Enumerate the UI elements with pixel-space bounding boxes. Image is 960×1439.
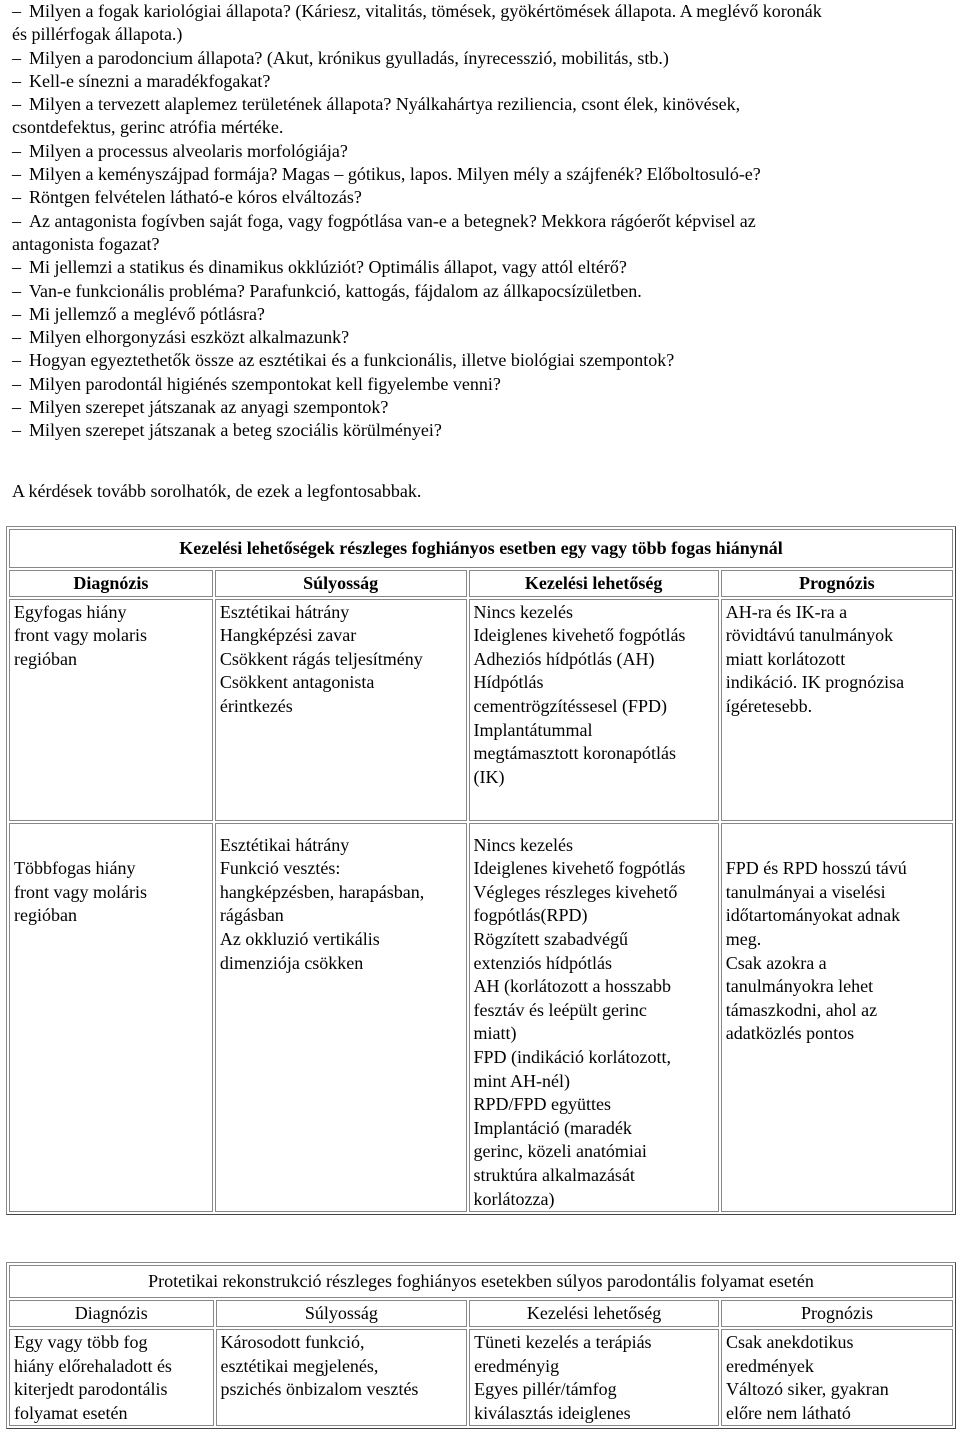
question-item <box>12 256 952 279</box>
column-header-diagnosis: Diagnózis <box>9 570 213 597</box>
cell-line: Nincs kezelés <box>473 834 573 855</box>
question-item <box>12 70 952 93</box>
question-item <box>12 186 952 209</box>
column-header-severity: Súlyosság <box>215 570 467 597</box>
cell-line: Változó siker, gyakran <box>725 1379 889 1400</box>
table-title: Kezelési lehetőségek részleges foghiányos esetben egy vagy több fogas hiánynál <box>9 529 953 568</box>
question-line <box>12 47 952 70</box>
dash-bullet: – <box>12 303 21 324</box>
cell-treatment <box>469 823 719 1213</box>
table-row <box>9 1329 953 1426</box>
cell-line: miatt korlátozott <box>725 648 846 669</box>
column-header-treatment: Kezelési lehetőség <box>469 1300 719 1327</box>
cell-line: regióban <box>14 648 77 669</box>
question-text: csontdefektus, gerinc atrófia mértéke. <box>12 117 284 138</box>
cell-line: érintkezés <box>219 695 293 716</box>
cell-line: Nincs kezelés <box>473 601 573 622</box>
question-item <box>12 326 952 349</box>
cell-line: Ideiglenes kivehető fogpótlás <box>473 625 686 646</box>
cell-line: Implantátummal <box>473 719 593 740</box>
question-line <box>12 163 952 186</box>
question-item <box>12 140 952 163</box>
question-text: Milyen szerepet játszanak az anyagi szempontok? <box>29 397 389 418</box>
dash-bullet: – <box>12 187 21 208</box>
question-text: Milyen parodontál higiénés szempontokat kell figyelembe venni? <box>29 373 501 394</box>
dash-bullet: – <box>12 140 21 161</box>
dash-bullet: – <box>12 1 21 21</box>
question-text: Milyen szerepet játszanak a beteg szociális körülményei? <box>29 420 442 441</box>
cell-line: dimenziója csökken <box>219 952 364 973</box>
cell-line: ígéretesebb. <box>725 695 813 716</box>
table-row <box>9 823 953 1213</box>
question-line <box>12 23 952 46</box>
cell-line: Csökkent rágás teljesítmény <box>219 648 423 669</box>
column-header-severity: Súlyosság <box>216 1300 468 1327</box>
question-line <box>12 0 952 23</box>
cell-line: FPD és RPD hosszú távú <box>725 858 907 879</box>
question-line <box>12 373 952 396</box>
question-item <box>12 0 952 47</box>
question-item <box>12 396 952 419</box>
cell-line: pszichés önbizalom vesztés <box>220 1379 419 1400</box>
cell-line: esztétikai megjelenés, <box>220 1355 379 1376</box>
question-line <box>12 280 952 303</box>
cell-line: Többfogas hiány <box>14 858 136 879</box>
cell-severity <box>215 823 467 1213</box>
question-text: Kell-e sínezni a maradékfogakat? <box>29 70 271 91</box>
cell-line: eredményig <box>474 1355 560 1376</box>
question-line <box>12 210 952 233</box>
question-line <box>12 186 952 209</box>
cell-line: Csak azokra a <box>725 952 827 973</box>
cell-line: kiválasztás ideiglenes <box>474 1402 631 1423</box>
column-header-prognosis: Prognózis <box>721 1300 953 1327</box>
dash-bullet: – <box>12 94 21 115</box>
cell-line <box>726 834 948 858</box>
question-item <box>12 93 952 140</box>
cell-line: Végleges részleges kivehető <box>473 881 678 902</box>
question-text: Milyen a fogak kariológiai állapota? (Káriesz, vitalitás, tömések, gyökértömések állapota. A meglévő koronák <box>29 1 822 21</box>
cell-line: rövidtávú tanulmányok <box>725 625 894 646</box>
question-item <box>12 210 952 257</box>
question-item <box>12 163 952 186</box>
cell-line: Az okkluzió vertikális <box>219 928 380 949</box>
cell-diagnosis <box>9 599 213 821</box>
cell-line: Egyes pillér/támfog <box>474 1379 617 1400</box>
cell-line: miatt) <box>473 1023 517 1044</box>
cell-prognosis <box>721 1329 953 1426</box>
question-line <box>12 233 952 256</box>
question-text: Milyen a parodoncium állapota? (Akut, krónikus gyulladás, ínyrecesszió, mobilitás, stb.) <box>29 47 669 68</box>
cell-line: rágásban <box>219 905 284 926</box>
cell-line: Esztétikai hátrány <box>219 601 350 622</box>
cell-line: Esztétikai hátrány <box>219 834 350 855</box>
cell-line: meg. <box>725 928 762 949</box>
dash-bullet: – <box>12 420 21 441</box>
cell-diagnosis <box>9 1329 214 1426</box>
cell-line: hangképzésben, harapásban, <box>219 881 425 902</box>
cell-treatment <box>469 1329 719 1426</box>
cell-line: tanulmányokra lehet <box>725 976 874 997</box>
cell-prognosis <box>721 823 953 1213</box>
column-header-treatment: Kezelési lehetőség <box>469 570 719 597</box>
question-line <box>12 419 952 442</box>
question-line <box>12 326 952 349</box>
cell-line: AH (korlátozott a hosszabb <box>473 976 671 997</box>
question-line <box>12 349 952 372</box>
cell-line: Hídpótlás <box>473 672 544 693</box>
dash-bullet: – <box>12 47 21 68</box>
question-text: Röntgen felvételen látható-e kóros elváltozás? <box>29 187 362 208</box>
cell-line: Egyfogas hiány <box>14 601 127 622</box>
dash-bullet: – <box>12 327 21 348</box>
question-text: Milyen a keményszájpad formája? Magas – gótikus, lapos. Milyen mély a szájfenék? Előboltosuló-e? <box>29 164 761 185</box>
dash-bullet: – <box>12 373 21 394</box>
dash-bullet: – <box>12 397 21 418</box>
cell-line: fogpótlás(RPD) <box>473 905 588 926</box>
cell-line: extenziós hídpótlás <box>473 952 612 973</box>
question-text: Az antagonista fogívben saját foga, vagy fogpótlása van-e a betegnek? Mekkora rágóerőt képvisel az <box>29 210 756 231</box>
dash-bullet: – <box>12 350 21 371</box>
cell-diagnosis <box>9 823 213 1213</box>
cell-line: eredmények <box>725 1355 814 1376</box>
cell-line: regióban <box>14 905 77 926</box>
cell-line: tanulmányai a viselési <box>725 881 886 902</box>
column-header-diagnosis: Diagnózis <box>9 1300 214 1327</box>
cell-line: megtámasztott koronapótlás <box>473 743 676 764</box>
question-line <box>12 93 952 116</box>
question-line <box>12 303 952 326</box>
summary-text: A kérdések tovább sorolhatók, de ezek a legfontosabbak. <box>12 481 422 501</box>
prosthetic-reconstruction-table <box>6 1262 956 1429</box>
dash-bullet: – <box>12 164 21 185</box>
question-text: Milyen a processus alveolaris morfológiája? <box>29 140 348 161</box>
cell-line: Károsodott funkció, <box>220 1332 365 1352</box>
column-header-prognosis: Prognózis <box>721 570 953 597</box>
question-line <box>12 140 952 163</box>
question-text: Milyen a tervezett alaplemez területének állapota? Nyálkahártya reziliencia, csont élek, kinövések, <box>29 94 741 115</box>
cell-line: Funkció vesztés: <box>219 858 341 879</box>
cell-severity <box>215 599 467 821</box>
cell-line <box>14 834 208 858</box>
cell-prognosis <box>721 599 953 821</box>
cell-treatment <box>469 599 719 821</box>
cell-line: Csak anekdotikus <box>725 1332 854 1352</box>
question-text: Mi jellemző a meglévő pótlásra? <box>29 303 265 324</box>
question-line <box>12 396 952 419</box>
question-list <box>12 0 952 443</box>
question-item <box>12 303 952 326</box>
cell-line: FPD (indikáció korlátozott, <box>473 1046 671 1067</box>
cell-line: indikáció. IK prognózisa <box>725 672 905 693</box>
cell-line: időtartományokat adnak <box>725 905 901 926</box>
cell-line: gerinc, közeli anatómiai <box>473 1141 647 1162</box>
question-item <box>12 349 952 372</box>
dash-bullet: – <box>12 70 21 91</box>
cell-line: folyamat esetén <box>14 1402 128 1423</box>
cell-line: Hangképzési zavar <box>219 625 357 646</box>
cell-line: kiterjedt parodontális <box>14 1379 168 1400</box>
cell-line: cementrögzítéssesel (FPD) <box>473 695 667 716</box>
question-text: Milyen elhorgonyzási eszközt alkalmazunk? <box>29 327 350 348</box>
table-title: Protetikai rekonstrukció részleges foghiányos esetekben súlyos parodontális folyamat esetén <box>9 1265 953 1298</box>
cell-line: adatközlés pontos <box>725 1023 855 1044</box>
cell-line: fesztáv és leépült gerinc <box>473 999 647 1020</box>
cell-line: AH-ra és IK-ra a <box>725 601 848 622</box>
table-row <box>9 599 953 821</box>
dash-bullet: – <box>12 280 21 301</box>
cell-line: front vagy moláris <box>14 881 147 902</box>
question-text: Hogyan egyeztethetők össze az esztétikai és a funkcionális, illetve biológiai szempontok? <box>29 350 675 371</box>
question-item <box>12 280 952 303</box>
question-item <box>12 419 952 442</box>
cell-line: Rögzített szabadvégű <box>473 928 628 949</box>
treatment-options-table <box>6 526 956 1215</box>
cell-line: előre nem látható <box>725 1402 851 1423</box>
cell-line: (IK) <box>473 766 505 787</box>
cell-line: Implantáció (maradék <box>473 1117 632 1138</box>
question-line <box>12 256 952 279</box>
cell-severity <box>216 1329 468 1426</box>
cell-line: RPD/FPD együttes <box>473 1094 612 1115</box>
cell-line: hiány előrehaladott és <box>14 1355 172 1376</box>
dash-bullet: – <box>12 257 21 278</box>
cell-line: korlátozza) <box>473 1188 555 1209</box>
question-line <box>12 70 952 93</box>
question-item <box>12 373 952 396</box>
question-text: Mi jellemzi a statikus és dinamikus okklúziót? Optimális állapot, vagy attól eltérő? <box>29 257 627 278</box>
cell-line: Csökkent antagonista <box>219 672 375 693</box>
cell-line: struktúra alkalmazását <box>473 1164 635 1185</box>
question-text: antagonista fogazat? <box>12 233 160 254</box>
question-line <box>12 116 952 139</box>
cell-line: támaszkodni, ahol az <box>725 999 878 1020</box>
cell-line: Ideiglenes kivehető fogpótlás <box>473 858 686 879</box>
question-text: Van-e funkcionális probléma? Parafunkció, kattogás, fájdalom az állkapocsízületben. <box>29 280 642 301</box>
cell-line: front vagy molaris <box>14 625 147 646</box>
cell-line: Egy vagy több fog <box>14 1332 148 1352</box>
question-item <box>12 47 952 70</box>
cell-line: Adheziós hídpótlás (AH) <box>473 648 655 669</box>
question-text: és pillérfogak állapota.) <box>12 24 183 45</box>
cell-line: Tüneti kezelés a terápiás <box>474 1332 652 1352</box>
dash-bullet: – <box>12 210 21 231</box>
cell-line: mint AH-nél) <box>473 1070 570 1091</box>
